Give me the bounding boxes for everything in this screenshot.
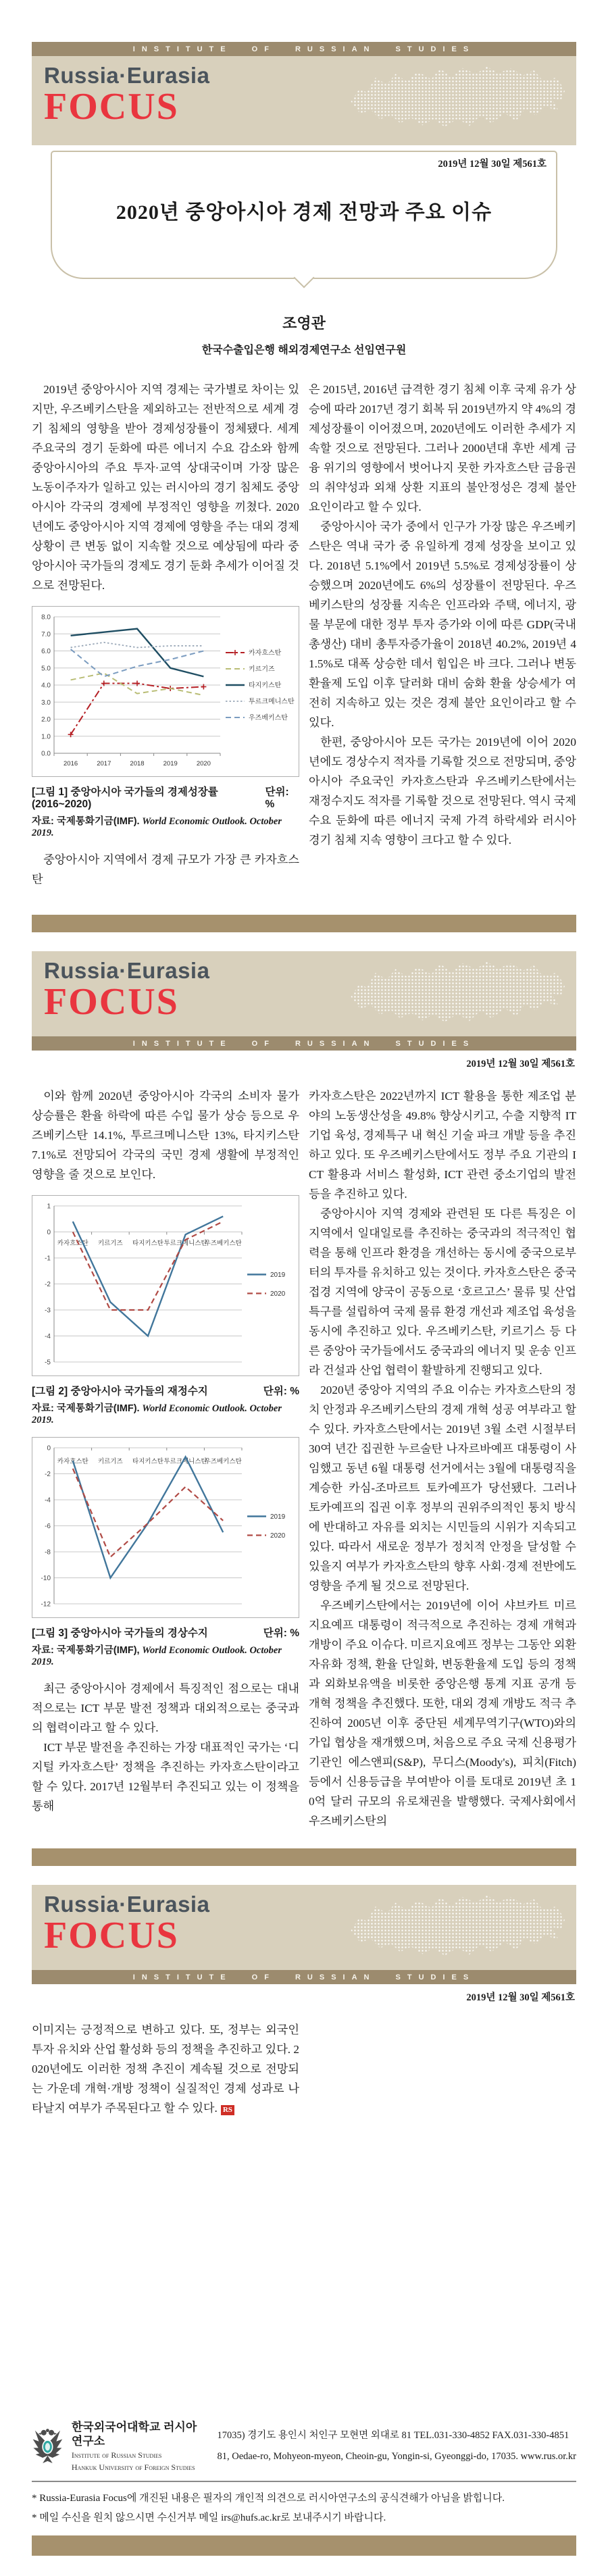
figure-3-unit: 단위: % xyxy=(263,1627,299,1639)
masthead-page3 xyxy=(32,1885,576,1984)
svg-text:-10: -10 xyxy=(41,1575,51,1582)
svg-text:2.0: 2.0 xyxy=(41,716,51,724)
svg-text:-12: -12 xyxy=(41,1600,51,1609)
institute-name: INSTITUTE OF RUSSIAN STUDIES xyxy=(132,1039,476,1048)
figure-2-caption: [그림 2] 중앙아시아 국가들의 재정수지 xyxy=(32,1386,208,1397)
footer xyxy=(0,2420,608,2556)
svg-text:키르기즈: 키르기즈 xyxy=(98,1458,123,1466)
svg-text:0: 0 xyxy=(47,1444,51,1453)
figure-1-source: 자료: 국제통화기금(IMF). World Economic Outlook. October 2019. xyxy=(32,816,282,838)
organization-block xyxy=(72,2420,200,2473)
page2-columns xyxy=(32,1086,576,1831)
svg-text:2019: 2019 xyxy=(163,760,178,767)
figure-1-caption-row xyxy=(32,784,299,811)
footer-bottom-bar xyxy=(32,2535,576,2556)
paragraph: 카자흐스탄은 2022년까지 ICT 활용을 통한 제조업 분야의 노동생산성을 49.8% 향상시키고, 수출 지향적 IT 기업 육성, 경제특구 내 혁신 기술 파크 개발 등을 추진하고 있다. 또 우즈베키스탄에서도 정부 주요 기관의 ICT 활용과 서비스 활성화, ICT 관련 중소기업의 발전 등을 추진하고 있다. xyxy=(309,1090,576,1201)
figure-3-caption-row xyxy=(32,1625,299,1640)
figure-3-frame xyxy=(32,1437,299,1618)
institute-name: INSTITUTE OF RUSSIAN STUDIES xyxy=(132,1973,476,1981)
svg-text:2019: 2019 xyxy=(270,1271,286,1279)
figure-1-unit: 단위: % xyxy=(265,786,289,810)
svg-text:0.0: 0.0 xyxy=(41,750,51,758)
closing-text: 이미지는 긍정적으로 변하고 있다. 또, 정부는 외국인 투자 유치와 산업 활성화 등의 정책을 추진하고 있다. 2020년에도 이러한 정책 추진이 계속될 것으로 전망되는 가운데 개혁·개방 정책이 실질적인 경제 성과로 나타날지 여부가 주목된다고 할 수 있다. xyxy=(32,2023,299,2115)
svg-text:우즈베키스탄: 우즈베키스탄 xyxy=(249,714,288,722)
logo xyxy=(44,64,209,126)
article-title: 2020년 중앙아시아 경제 전망과 주요 이슈 xyxy=(116,201,492,224)
masthead-page1 xyxy=(32,42,576,145)
logo xyxy=(44,1893,209,1954)
page1-columns xyxy=(32,380,576,889)
paragraph: 한편, 중앙아시아 모든 국가는 2019년에 이어 2020년에도 경상수지 적자를 기록할 것으로 전망되며, 중앙아시아 주요국인 카자흐스탄과 우즈베키스탄에서는 재정수지도 적자를 기록할 것으로 전망된다. 역시 국제 수요 둔화에 따른 에너지 국제 가격 하락세와 러시아 경기 침체 지속 영향이 크다고 할 수 있다. xyxy=(309,736,576,847)
author-affiliation: 한국수출입은행 해외경제연구소 선임연구원 xyxy=(201,345,407,356)
svg-text:타지키스탄: 타지키스탄 xyxy=(132,1239,163,1247)
svg-text:0: 0 xyxy=(47,1229,51,1236)
svg-text:카자흐스탄: 카자흐스탄 xyxy=(57,1458,88,1466)
svg-text:-6: -6 xyxy=(45,1523,51,1530)
issue-date: 2019년 12월 30일 제561호 xyxy=(466,1059,575,1069)
svg-text:7.0: 7.0 xyxy=(41,630,51,638)
footer-top-row xyxy=(32,2420,576,2473)
svg-text:-4: -4 xyxy=(45,1333,51,1340)
figure-2-caption-row xyxy=(32,1383,299,1398)
svg-text:2016: 2016 xyxy=(64,760,78,767)
page2-left-column xyxy=(32,1086,299,1831)
current-account-line-chart xyxy=(32,1440,299,1612)
eagle-emblem-icon xyxy=(32,2423,64,2470)
masthead-body xyxy=(32,1885,576,1970)
figure-2 xyxy=(32,1195,299,1426)
svg-text:카자흐스탄: 카자흐스탄 xyxy=(57,1239,88,1247)
svg-text:4.0: 4.0 xyxy=(41,682,51,690)
paragraph: 최근 중앙아시아 경제에서 특징적인 점으로는 대내적으로는 ICT 부문 발전 정책과 대외적으로는 중국과의 협력이라고 할 수 있다. xyxy=(32,1682,299,1734)
institute-bar xyxy=(32,42,576,56)
figure-3-source: 자료: 국제통화기금(IMF), World Economic Outlook. October 2019. xyxy=(32,1645,282,1667)
gdp-growth-line-chart xyxy=(32,609,299,771)
logo xyxy=(44,959,209,1021)
masthead-page2 xyxy=(32,951,576,1051)
address-en: 81, Oedae-ro, Mohyeon-myeon, Cheoin-gu, Yongin-si, Gyeonggi-do, 17035. www.rus.or.kr xyxy=(217,2450,576,2462)
address-kr: 17035) 경기도 용인시 처인구 모현면 외대로 81 TEL.031-330-4852 FAX.031-330-4851 xyxy=(217,2430,569,2442)
address-block xyxy=(218,2425,576,2467)
svg-text:-2: -2 xyxy=(45,1471,51,1478)
paragraph: 은 2015년, 2016년 급격한 경기 침체 이후 국제 유가 상승에 따라 2017년 경기 회복 뒤 2019년까지 약 4%의 경제성장률이 이어졌으며, 2020년에도 이러한 추세가 지속할 것으로 전망된다. 그러나 2000년대 후반 세계 금융 위기의 영향에서 벗어나지 못한 카자흐스탄 금융권의 취약성과 외채 상환 지표의 불안정성은 경제 불안 요인이라고 할 수 있다. xyxy=(309,383,576,513)
issue-date: 2019년 12월 30일 제561호 xyxy=(466,1992,575,2003)
rs-end-mark-icon: RS xyxy=(221,2105,234,2115)
svg-text:1: 1 xyxy=(47,1203,51,1211)
svg-text:3.0: 3.0 xyxy=(41,699,51,707)
figure-3-caption: [그림 3] 중앙아시아 국가들의 경상수지 xyxy=(32,1627,208,1639)
title-box xyxy=(51,151,557,279)
svg-text:키르기즈: 키르기즈 xyxy=(98,1239,123,1247)
svg-text:-3: -3 xyxy=(45,1307,51,1315)
page3-left-column xyxy=(32,2020,299,2118)
institute-bar xyxy=(32,1036,576,1051)
page-2 xyxy=(0,951,608,1866)
masthead-body xyxy=(32,56,576,145)
logo-focus: FOCUS xyxy=(44,1915,179,1956)
svg-text:2018: 2018 xyxy=(130,760,145,767)
paragraph: 중앙아시아 지역 경제와 관련된 또 다른 특징은 이 지역에서 일대일로를 추진하는 중국과의 적극적인 협력을 통해 인프라 환경을 개선하는 동시에 중국으로부터의 투자를 유치하고 있는 것이다. 카자흐스탄은 중국 접경 지역에 양국이 공동으로 ‘호르고스’ 물류 및 산업 특구를 설립하여 국제 물류 환경 개선과 제조업 육성을 동시에 추진하고 있다. 우즈베키스탄, 키르기스 등 다른 중앙아 국가들에서도 중국과의 에너지 및 운송 인프라 건설과 산업 협력이 활발하게 진행되고 있다. xyxy=(309,1207,576,1377)
disclaimer-note: * Russia-Eurasia Focus에 개진된 내용은 필자의 개인적 의견으로 러시아연구소의 공식견해가 아님을 밝힙니다. xyxy=(32,2493,505,2504)
svg-text:-8: -8 xyxy=(45,1548,51,1557)
paragraph: 2019년 중앙아시아 지역 경제는 국가별로 차이는 있지만, 우즈베키스탄을 제외하고는 전반적으로 세계 경기 침체의 영향을 받아 경제성장률이 정체됐다. 세계 주요국의 경기 둔화에 따른 에너지 수요 감소와 함께 중앙아시아의 주요 투자·교역 상대국이며 가장 많은 노동이주자가 일하고 있는 러시아의 경기 침체도 중앙아시아 각국의 경제에 부정적인 영향을 끼쳤다. 2020년에도 중앙아시아 지역 경제에 영향을 주는 대외 경제 상황이 큰 변동 없이 지속할 것으로 예상됨에 따라 중앙아시아 국가들의 경제도 경기 둔화 추세가 이어질 것으로 전망된다. xyxy=(32,383,299,592)
figure-1-frame xyxy=(32,606,299,777)
page1-right-column xyxy=(309,380,576,889)
svg-text:6.0: 6.0 xyxy=(41,648,51,655)
paragraph: 2020년 중앙아 지역의 주요 이슈는 카자흐스탄의 정치 안정과 우즈베키스탄의 경제 개혁 성공 여부라고 할 수 있다. 카자흐스탄에서는 2019년 3월 소련 시절부터 30여 년간 집권한 누르술탄 나자르바예프 대통령이 사임했고 동년 6월 대통령 선거에서는 3월에 대통령직을 계승한 카심-조마르트 토카예프가 당선됐다. 그러나 토카예프의 집권 이후 정부의 권위주의적인 통치 방식에 반대하고 자유를 외치는 시민들의 시위가 지속되고 있다. 따라서 새로운 정부가 정치적 안정을 달성할 수 있을지 여부가 카자흐스탄의 향후 사회·경제 전반에도 영향을 주게 될 것으로 전망된다. xyxy=(309,1384,576,1592)
author-block xyxy=(32,312,576,357)
figure-2-unit: 단위: % xyxy=(263,1386,299,1397)
author-name: 조영관 xyxy=(282,315,326,332)
svg-text:2020: 2020 xyxy=(196,760,211,767)
svg-text:2020: 2020 xyxy=(270,1290,286,1298)
svg-text:투르크메니스탄: 투르크메니스탄 xyxy=(163,1458,207,1466)
logo-russia-eurasia: Russia·Eurasia xyxy=(44,1892,210,1917)
page3-columns xyxy=(32,2020,576,2118)
page3-right-column xyxy=(309,2020,576,2118)
organization-name-kr: 한국외국어대학교 러시아연구소 xyxy=(71,2420,197,2448)
page2-right-column xyxy=(309,1086,576,1831)
logo-focus: FOCUS xyxy=(44,981,179,1023)
page2-end-bar xyxy=(32,1848,576,1866)
svg-text:-5: -5 xyxy=(45,1359,51,1367)
svg-text:2019: 2019 xyxy=(270,1513,286,1521)
figure-2-source: 자료: 국제통화기금(IMF). World Economic Outlook. October 2019. xyxy=(32,1403,282,1425)
svg-text:-2: -2 xyxy=(45,1281,51,1288)
paragraph: 중앙아시아 국가 중에서 인구가 가장 많은 우즈베키스탄은 역내 국가 중 유일하게 경제 성장을 보이고 있다. 2018년 5.1%에서 2019년 5.5%로 경제성장률이 상승했으며 2020년에도 6%의 성장률이 전망된다. 우즈베키스탄의 성장률 지속은 인프라와 주택, 에너지, 광물 부문에 대한 정부 투자 증가와 이에 따른 GDP(국내총생산) 대비 총투자증가율이 2018년 40.2%, 2019년 41.5%로 대폭 상승한 데서 힘입은 바 크다. 그러나 변동환율제 도입 이후 달러화 대비 숨화 환율 상승세가 여전히 지속하고 있는 것은 경제 불안 요인이라고 할 수 있다. xyxy=(309,520,576,729)
russia-map-graphic xyxy=(347,958,569,1032)
russia-map-graphic xyxy=(347,1892,569,1966)
russia-map-graphic xyxy=(347,63,569,137)
organization-name-en1: Institute of Russian Studies xyxy=(71,2450,162,2460)
figure-3 xyxy=(32,1437,299,1668)
logo-russia-eurasia: Russia·Eurasia xyxy=(44,958,210,983)
svg-text:우즈베키스탄: 우즈베키스탄 xyxy=(204,1239,242,1247)
organization-name-en2: Hankuk University of Foreign Studies xyxy=(71,2463,195,2472)
svg-text:5.0: 5.0 xyxy=(41,665,51,673)
issue-date: 2019년 12월 30일 제561호 xyxy=(438,159,547,170)
institute-bar xyxy=(32,1970,576,1984)
svg-text:키르기즈: 키르기즈 xyxy=(249,665,275,674)
fiscal-balance-line-chart xyxy=(32,1198,299,1370)
svg-text:-1: -1 xyxy=(45,1255,51,1263)
paragraph: ICT 부문 발전을 추진하는 가장 대표적인 국가는 ‘디지털 카자흐스탄’ 정책을 추진하는 카자흐스탄이라고 할 수 있다. 2017년 12월부터 추진되고 있는 이 정책을 통해 xyxy=(32,1741,299,1813)
svg-text:2017: 2017 xyxy=(97,760,111,767)
svg-text:타지키스탄: 타지키스탄 xyxy=(249,682,282,690)
svg-text:투르크메니스탄: 투르크메니스탄 xyxy=(249,698,295,706)
page-3 xyxy=(0,1885,608,2118)
institute-name: INSTITUTE OF RUSSIAN STUDIES xyxy=(132,45,476,53)
svg-text:카자흐스탄: 카자흐스탄 xyxy=(249,649,282,657)
paragraph: 중앙아시아 지역에서 경제 규모가 가장 큰 카자흐스탄 xyxy=(32,853,299,886)
logo-russia-eurasia: Russia·Eurasia xyxy=(44,63,210,88)
svg-text:타지키스탄: 타지키스탄 xyxy=(132,1458,163,1466)
svg-text:우즈베키스탄: 우즈베키스탄 xyxy=(204,1458,242,1466)
footer-divider xyxy=(32,2481,576,2482)
svg-text:8.0: 8.0 xyxy=(41,613,51,622)
figure-2-frame xyxy=(32,1195,299,1376)
figure-1 xyxy=(32,606,299,839)
paragraph: 이와 함께 2020년 중앙아시아 각국의 소비자 물가 상승률은 환율 하락에 따른 수입 물가 상승 등으로 우즈베키스탄 14.1%, 투르크메니스탄 13%, 타지키스탄 7.1%로 전망되어 각국의 국민 경제 생활에 부정적인 영향을 줄 것으로 보인다. xyxy=(32,1090,299,1181)
paragraph: 우즈베키스탄에서는 2019년에 이어 샤브카트 미르지요예프 대통령이 적극적으로 추진하는 경제 개혁과 개방이 주요 이슈다. 미르지요예프 정부는 그동안 외환 자유화 정책, 환율 단일화, 변동환율제 도입 등의 정책과 외화보유액을 비롯한 중앙은행 통계 지표 공개 등 개혁 정책을 추진했다. 또한, 대외 경제 개방도 적극 추진하여 2005년 이후 중단된 세계무역기구(WTO)와의 가입 협상을 재개했으며, 처음으로 주요 국제 신용평가 기관인 에스앤피(S&P), 무디스(Moody's), 피치(Fitch) 등에서 신용등급을 부여받아 이를 토대로 2019년 초 10억 달러 규모의 유로채권을 발행했다. 국제사회에서 우즈베키스탄의 xyxy=(309,1599,576,1827)
svg-text:2020: 2020 xyxy=(270,1532,286,1540)
paragraph xyxy=(32,2020,299,2118)
unsubscribe-note: * 메일 수신을 원치 않으시면 수신거부 메일 irs@hufs.ac.kr로 보내주시기 바랍니다. xyxy=(32,2512,386,2523)
masthead-body xyxy=(32,951,576,1036)
page1-end-bar xyxy=(32,915,576,932)
figure-1-caption: [그림 1] 중앙아시아 국가들의 경제성장률(2016~2020) xyxy=(32,786,218,810)
page1-left-column xyxy=(32,380,299,889)
svg-text:-4: -4 xyxy=(45,1496,51,1505)
svg-text:1.0: 1.0 xyxy=(41,733,51,741)
page-1 xyxy=(0,0,608,932)
svg-text:투르크메니스탄: 투르크메니스탄 xyxy=(163,1239,207,1247)
logo-focus: FOCUS xyxy=(44,86,179,128)
